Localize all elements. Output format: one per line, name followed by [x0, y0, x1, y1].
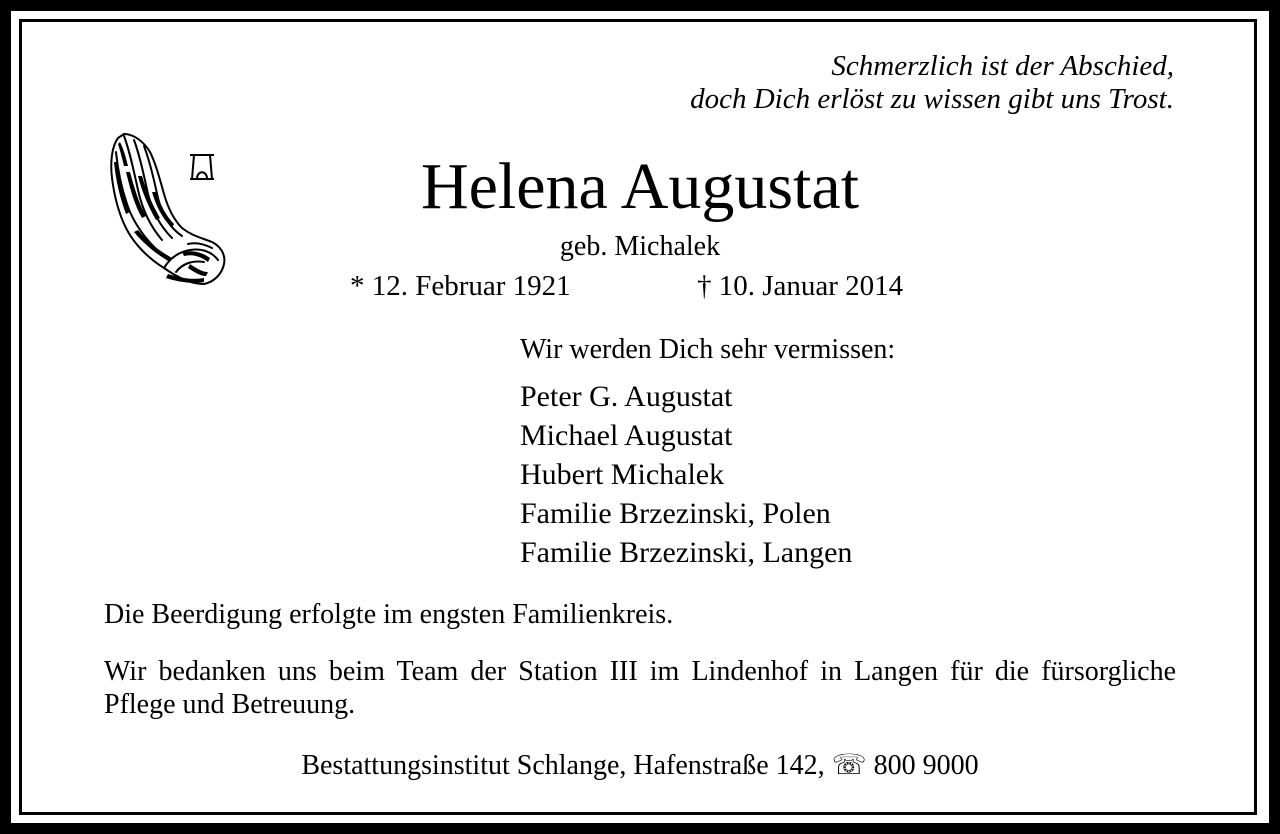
funeral-home-info: Bestattungsinstitut Schlange, Hafenstraße 142, ☏ 800 9000 — [301, 750, 979, 781]
burial-note: Die Beerdigung erfolgte im engsten Familienkreis. — [104, 599, 674, 630]
mourner-name: Peter G. Augustat — [520, 380, 733, 413]
mourner-name: Michael Augustat — [520, 419, 733, 452]
motto-line-1: Schmerzlich ist der Abschied, — [831, 50, 1174, 82]
mourner-name: Hubert Michalek — [520, 458, 725, 491]
motto — [690, 50, 1174, 116]
deceased-name: Helena Augustat — [420, 150, 860, 223]
maiden-name: geb. Michalek — [559, 231, 721, 262]
mourner-name: Familie Brzezinski, Polen — [520, 497, 831, 530]
mourner-name: Familie Brzezinski, Langen — [520, 536, 853, 569]
thanks-note: Wir bedanken uns beim Team der Station III im Lindenhof in Langen für die fürsorgliche Pflege und Betreuung. — [104, 656, 1176, 720]
motto-line-2: doch Dich erlöst zu wissen gibt uns Trost. — [690, 83, 1174, 115]
mourners-intro: Wir werden Dich sehr vermissen: — [520, 334, 896, 365]
death-date: † 10. Januar 2014 — [697, 270, 904, 302]
birth-date: * 12. Februar 1921 — [350, 270, 571, 302]
mourners-list — [520, 377, 852, 572]
